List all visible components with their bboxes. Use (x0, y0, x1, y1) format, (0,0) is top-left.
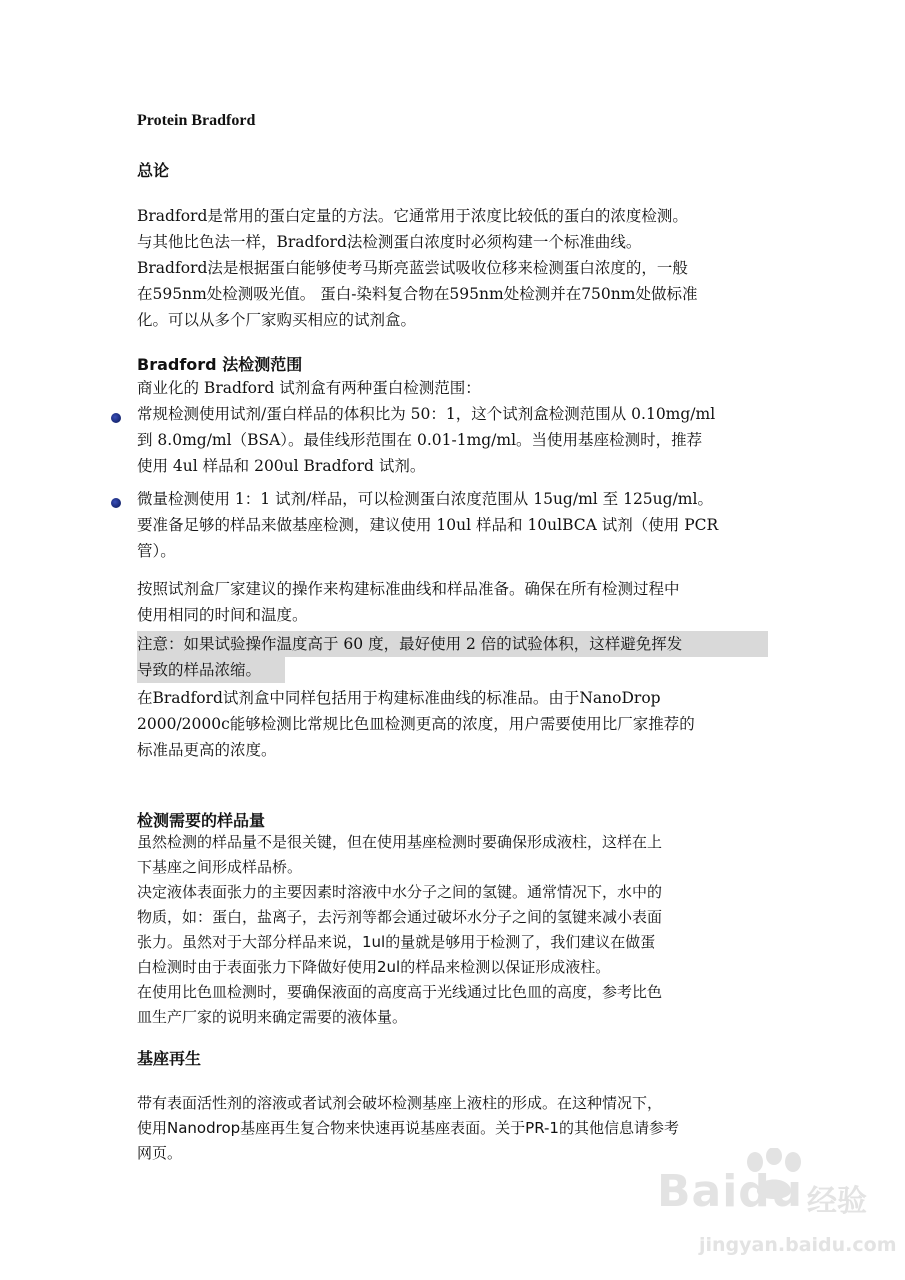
text-line: 皿生产厂家的说明来确定需要的液体量。 (137, 1008, 408, 1026)
text-line: 物质，如：蛋白，盐离子，去污剂等都会通过破坏水分子之间的氢键来减小表面 (137, 908, 663, 926)
text-line: 常规检测使用试剂/蛋白样品的体积比为 50：1，这个试剂盒检测范围从 0.10mg/ml (137, 405, 716, 423)
text-line: 在595nm处检测吸光值。 蛋白-染料复合物在595nm处检测并在750nm处做标准 (137, 285, 698, 303)
text-line: 在Bradford试剂盒中同样包括用于构建标准曲线的标准品。由于NanoDrop (137, 689, 661, 707)
range-note (137, 631, 787, 683)
text-line: 到 8.0mg/ml（BSA）。最佳线形范围在 0.01-1mg/ml。当使用基座检测时，推荐 (137, 431, 703, 449)
text-line: 微量检测使用 1：1 试剂/样品，可以检测蛋白浓度范围从 15ug/ml 至 125ug/ml。 (137, 490, 713, 508)
text-line: 按照试剂盒厂家建议的操作来构建标准曲线和样品准备。确保在所有检测过程中 (137, 580, 680, 598)
text-line: 下基座之间形成样品桥。 (137, 858, 303, 876)
text-line: 在使用比色皿检测时，要确保液面的高度高于光线通过比色皿的高度，参考比色 (137, 983, 663, 1001)
text-line: 决定液体表面张力的主要因素时溶液中水分子之间的氢键。通常情况下，水中的 (137, 883, 663, 901)
range-standards (137, 685, 787, 763)
text-line: 使用相同的时间和温度。 (137, 606, 308, 624)
range-intro: 商业化的 Bradford 试剂盒有两种蛋白检测范围： (137, 379, 481, 397)
sample-volume-heading: 检测需要的样品量 (137, 811, 266, 830)
text-line: 虽然检测的样品量不是很关键，但在使用基座检测时要确保形成液柱，这样在上 (137, 833, 663, 851)
text-line: 与其他比色法一样，Bradford法检测蛋白浓度时必须构建一个标准曲线。 (137, 233, 642, 251)
overview-paragraph (137, 203, 787, 333)
text-line: 化。可以从多个厂家购买相应的试剂盒。 (137, 311, 417, 329)
text-line: 使用Nanodrop基座再生复合物来快速再说基座表面。关于PR-1的其他信息请参考 (137, 1119, 679, 1137)
text-line: 带有表面活性剂的溶液或者试剂会破坏检测基座上液柱的形成。在这种情况下， (137, 1094, 663, 1112)
range-heading: Bradford 法检测范围 (137, 355, 303, 374)
text-line: 白检测时由于表面张力下降做好使用2ul的样品来检测以保证形成液柱。 (137, 958, 611, 976)
text-line: 张力。虽然对于大部分样品来说，1ul的量就是够用于检测了，我们建议在做蛋 (137, 933, 656, 951)
range-followup (137, 576, 787, 628)
sample-volume-paragraph (137, 830, 787, 1030)
regeneration-heading: 基座再生 (137, 1049, 202, 1068)
text-line: 使用 4ul 样品和 200ul Bradford 试剂。 (137, 457, 426, 475)
range-bullet-micro (137, 486, 787, 564)
text-line: Bradford法是根据蛋白能够使考马斯亮蓝尝试吸收位移来检测蛋白浓度的，一般 (137, 259, 688, 277)
text-line: 标准品更高的浓度。 (137, 741, 277, 759)
text-line: 2000/2000c能够检测比常规比色皿检测更高的浓度，用户需要使用比厂家推荐的 (137, 715, 695, 733)
text-line: 要准备足够的样品来做基座检测，建议使用 10ul 样品和 10ulBCA 试剂（使用 PCR (137, 516, 719, 534)
text-line: 注意：如果试验操作温度高于 60 度，最好使用 2 倍的试验体积，这样避免挥发 (137, 635, 683, 653)
watermark-brand: Baidu (657, 1166, 804, 1217)
document-title: Protein Bradford (137, 112, 256, 129)
baidu-jingyan-watermark (657, 1148, 897, 1268)
overview-heading: 总论 (137, 161, 170, 180)
bullet-icon (111, 498, 121, 508)
watermark-url: jingyan.baidu.com (699, 1234, 897, 1256)
bullet-icon (111, 413, 121, 423)
watermark-label: 经验 (807, 1184, 867, 1219)
range-bullet-standard (137, 401, 787, 479)
text-line: 网页。 (137, 1144, 183, 1162)
text-line: 管）。 (137, 542, 176, 560)
text-line: 导致的样品浓缩。 (137, 661, 262, 679)
text-line: Bradford是常用的蛋白定量的方法。它通常用于浓度比较低的蛋白的浓度检测。 (137, 207, 688, 225)
